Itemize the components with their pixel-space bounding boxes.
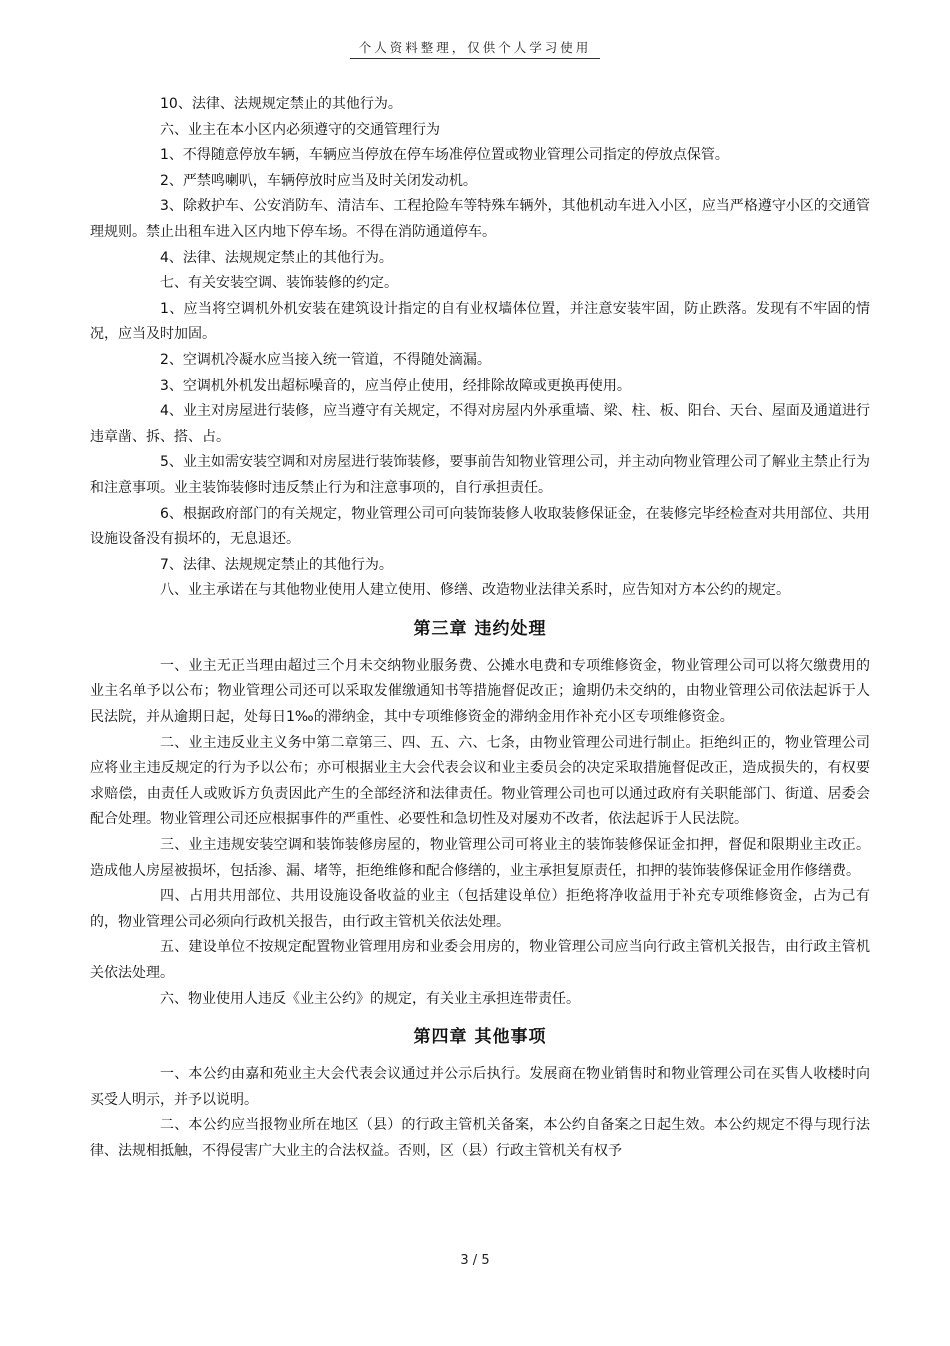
paragraph: 八、业主承诺在与其他物业使用人建立使用、修缮、改造物业法律关系时，应告知对方本公约的规定。: [160, 582, 790, 599]
page-header: 个人资料整理，仅供个人学习使用: [358, 40, 592, 55]
paragraph: 10、法律、法规规定禁止的其他行为。: [160, 96, 402, 112]
header-divider: [350, 58, 600, 59]
paragraph: 三、业主违规安装空调和装饰装修房屋的，物业管理公司可将业主的装饰装修保证金扣押，督促和限期业主改正。造成他人房屋被损坏，包括渗、漏、堵等，拒绝维修和配合修缮的，业主承担复原责任，扣押的装饰装修保证金用作修缮费。: [90, 837, 870, 879]
paragraph: 一、本公约由嘉和苑业主大会代表会议通过并公示后执行。发展商在物业销售时和物业管理公司在买售人收楼时向买受人明示，并予以说明。: [90, 1066, 870, 1108]
paragraph: 4、法律、法规规定禁止的其他行为。: [160, 249, 393, 266]
paragraph: 2、严禁鸣喇叭，车辆停放时应当及时关闭发动机。: [160, 172, 477, 189]
paragraph: 6、根据政府部门的有关规定，物业管理公司可向装饰装修人收取装修保证金，在装修完毕经检查对共用部位、共用设施设备没有损坏的，无息退还。: [90, 505, 870, 548]
paragraph: 3、除救护车、公安消防车、清洁车、工程抢险车等特殊车辆外，其他机动车进入小区，应当严格遵守小区的交通管理规则。禁止出租车进入区内地下停车场。不得在消防通道停车。: [90, 198, 870, 240]
paragraph: 3、空调机外机发出超标噪音的，应当停止使用，经排除故障或更换再使用。: [160, 377, 631, 394]
paragraph: 一、业主无正当理由超过三个月未交纳物业服务费、公摊水电费和专项维修资金，物业管理公司可以将欠缴费用的业主名单予以公布；物业管理公司还可以采取发催缴通知书等措施督促改正；逾期仍未交纳的，由物业管理公司依法起诉于人民法院，并从逾期日起，处每日1‰的滞纳金，其中专项维修资金的滞纳金用作补充小区专项维修资金。: [90, 657, 870, 726]
paragraph: 1、不得随意停放车辆，车辆应当停放在停车场准停位置或物业管理公司指定的停放点保管。: [160, 147, 729, 164]
paragraph: 2、空调机冷凝水应当接入统一管道，不得随处滴漏。: [160, 351, 491, 368]
paragraph: 二、业主违反业主义务中第二章第三、四、五、六、七条，由物业管理公司进行制止。拒绝纠正的，物业管理公司应将业主违反规定的行为予以公布；亦可根据业主大会代表会议和业主委员会的决定采取措施督促改正，造成损失的，有权要求赔偿，由责任人或败诉方负责因此产生的全部经济和法律责任。物业管理公司也可以通过政府有关职能部门、街道、居委会配合处理。物业管理公司还应根据事件的严重性、必要性和急切性及对屡劝不改者，依法起诉于人民法院。: [90, 734, 870, 828]
paragraph: 六、物业使用人违反《业主公约》的规定，有关业主承担连带责任。: [160, 990, 580, 1007]
document-body: [90, 92, 870, 1165]
chapter-heading: 第三章 违约处理: [413, 618, 547, 639]
paragraph: 四、占用共用部位、共用设施设备收益的业主（包括建设单位）拒绝将净收益用于补充专项维修资金，占为己有的，物业管理公司必须向行政机关报告，由行政主管机关依法处理。: [90, 888, 870, 930]
paragraph: 4、业主对房屋进行装修，应当遵守有关规定，不得对房屋内外承重墙、梁、柱、板、阳台、天台、屋面及通道进行违章凿、拆、搭、占。: [90, 403, 870, 445]
paragraph: 7、法律、法规规定禁止的其他行为。: [160, 556, 393, 573]
paragraph: 1、应当将空调机外机安装在建筑设计指定的自有业权墙体位置，并注意安装牢固，防止跌落。发现有不牢固的情况，应当及时加固。: [90, 300, 870, 343]
paragraph: 5、业主如需安装空调和对房屋进行装饰装修，要事前告知物业管理公司，并主动向物业管理公司了解业主禁止行为和注意事项。业主装饰装修时违反禁止行为和注意事项的，自行承担责任。: [90, 454, 870, 496]
paragraph: 六、业主在本小区内必须遵守的交通管理行为: [160, 121, 440, 138]
page-number: 3 / 5: [460, 1253, 490, 1268]
paragraph: 七、有关安装空调、装饰装修的约定。: [160, 275, 398, 292]
paragraph: 五、建设单位不按规定配置物业管理用房和业委会用房的，物业管理公司应当向行政主管机关报告，由行政主管机关依法处理。: [90, 939, 870, 981]
paragraph: 二、本公约应当报物业所在地区（县）的行政主管机关备案，本公约自备案之日起生效。本公约规定不得与现行法律、法规相抵触，不得侵害广大业主的合法权益。否则，区（县）行政主管机关有权予: [90, 1117, 870, 1159]
chapter-heading: 第四章 其他事项: [413, 1027, 547, 1048]
